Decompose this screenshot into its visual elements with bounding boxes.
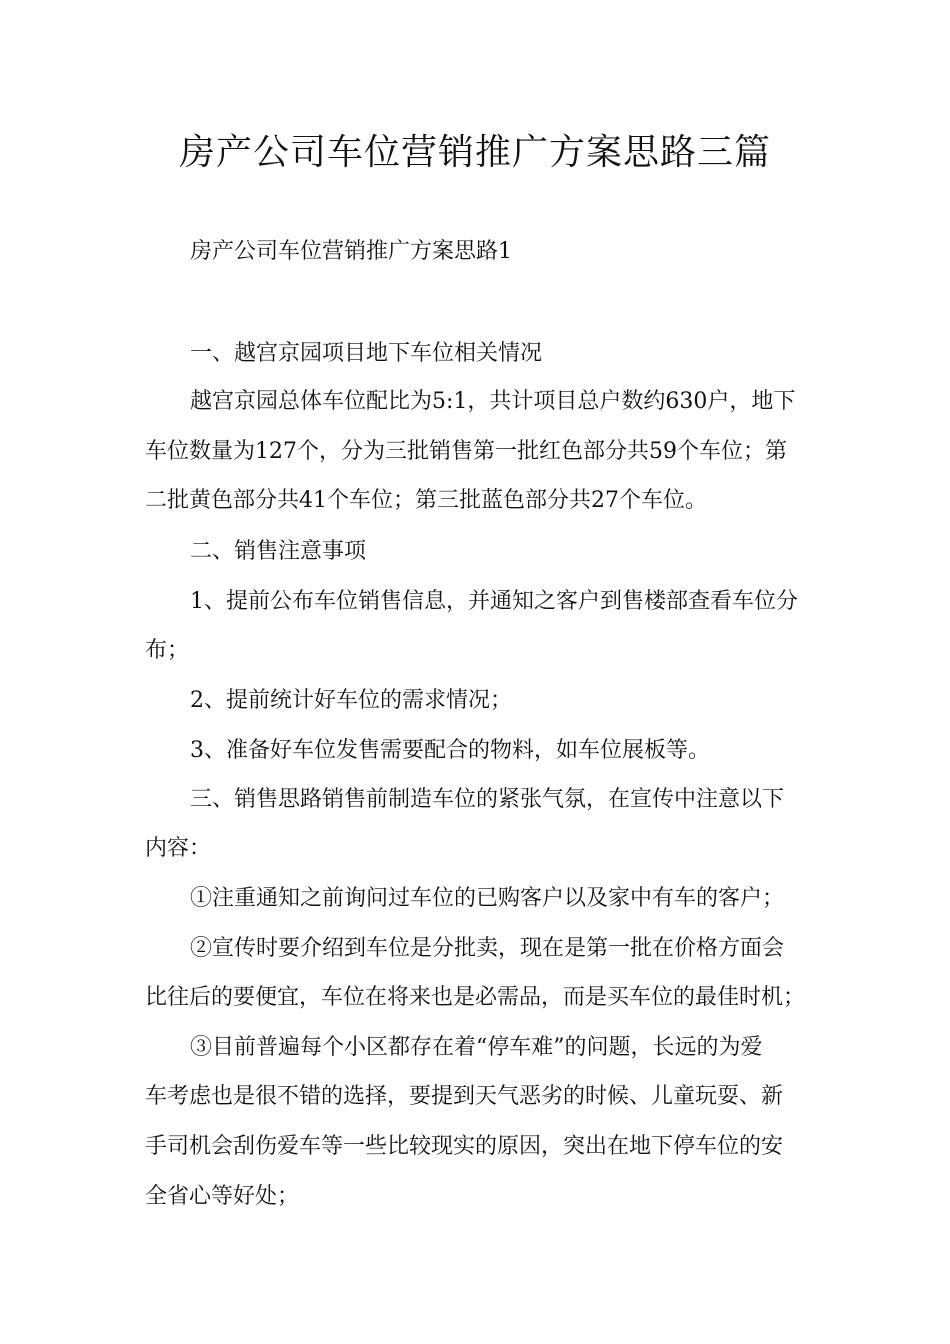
paragraph-line: 三、销售思路销售前制造车位的紧张气氛，在宣传中注意以下 xyxy=(190,787,785,812)
paragraph-line: 二、销售注意事项 xyxy=(190,539,367,564)
paragraph-line: 手司机会刮伤爱车等一些比较现实的原因，突出在地下停车位的安 xyxy=(145,1134,784,1159)
paragraph-line: 车位数量为127个，分为三批销售第一批红色部分共59个车位；第 xyxy=(145,439,787,464)
paragraph-line: ③目前普遍每个小区都存在着“停车难”的问题，长远的为爱 xyxy=(190,1035,763,1060)
document-title: 房产公司车位营销推广方案思路三篇 xyxy=(178,132,771,173)
paragraph-line: ①注重通知之前询问过车位的已购客户以及家中有车的客户； xyxy=(190,886,785,911)
paragraph-line: 比往后的要便宜，车位在将来也是必需品，而是买车位的最佳时机； xyxy=(145,985,806,1010)
paragraph-line: 3、准备好车位发售需要配合的物料，如车位展板等。 xyxy=(190,738,710,763)
paragraph-line: 车考虑也是很不错的选择，要提到天气恶劣的时候、儿童玩耍、新 xyxy=(145,1084,784,1109)
paragraph-line: ②宣传时要介绍到车位是分批卖，现在是第一批在价格方面会 xyxy=(190,936,785,961)
section-subtitle: 房产公司车位营销推广方案思路1 xyxy=(190,239,512,264)
paragraph-line: 二批黄色部分共41个车位；第三批蓝色部分共27个车位。 xyxy=(145,488,707,513)
paragraph-line: 全省心等好处； xyxy=(145,1184,300,1209)
paragraph-line: 布； xyxy=(145,638,190,663)
paragraph-line: 一、越宫京园项目地下车位相关情况 xyxy=(190,341,543,366)
paragraph-line: 内容： xyxy=(145,836,212,861)
paragraph-line: 1、提前公布车位销售信息，并通知之客户到售楼部查看车位分 xyxy=(190,589,798,614)
paragraph-line: 2、提前统计好车位的需求情况； xyxy=(190,688,512,713)
paragraph-line: 越宫京园总体车位配比为5:1，共计项目总户数约630户，地下 xyxy=(190,389,796,414)
